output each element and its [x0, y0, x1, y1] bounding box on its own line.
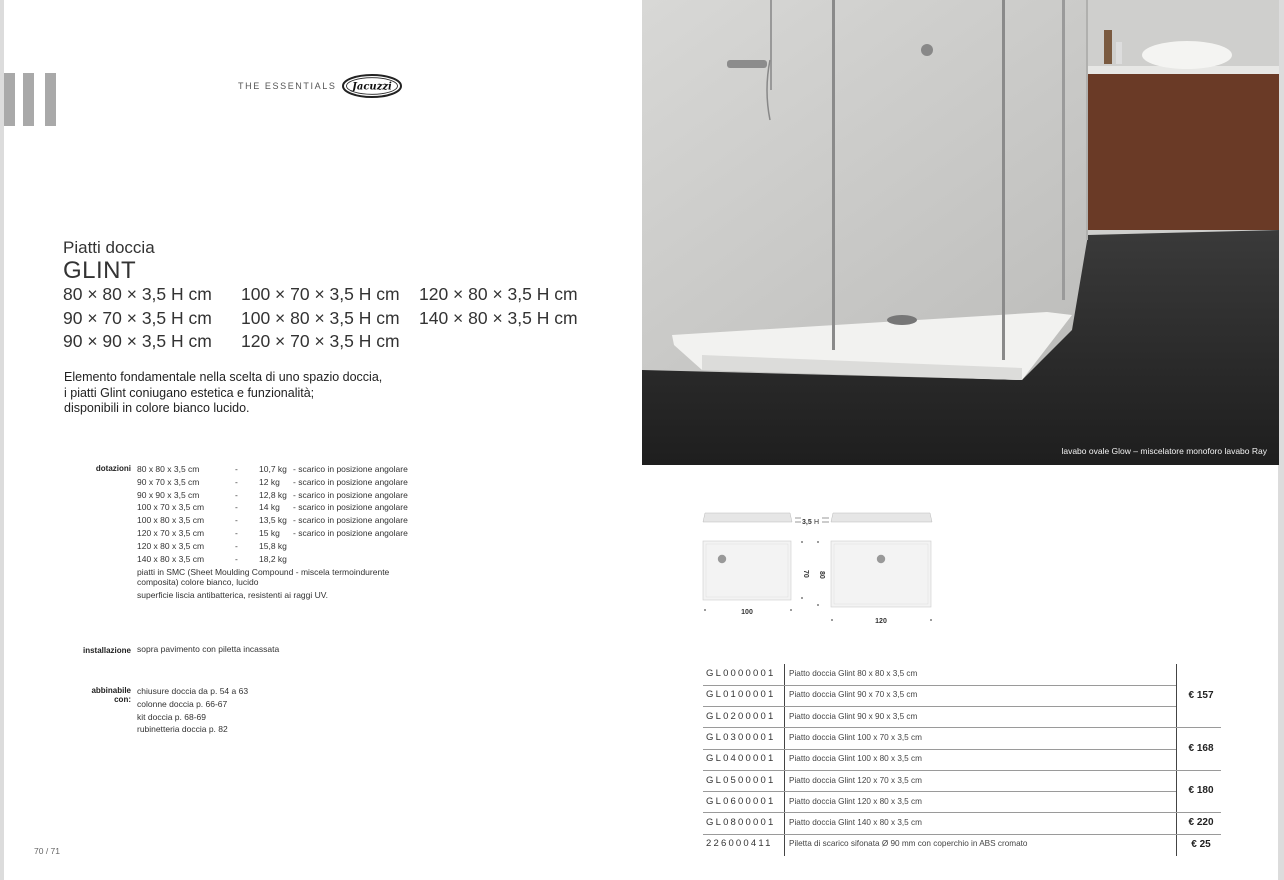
- row-divider: [703, 685, 1176, 686]
- row-divider: [703, 706, 1176, 707]
- table-row: [703, 685, 1176, 706]
- brand-header: [238, 74, 402, 98]
- spec-row: 90 x 90 x 3,5 cm - 12,8 kg - scarico in posizione angolare: [137, 489, 408, 500]
- price-label: € 180: [1188, 785, 1214, 796]
- spec-row: 120 x 80 x 3,5 cm - 15,8 kg: [137, 540, 287, 551]
- table-row: [703, 749, 1176, 770]
- size-item: 90 × 90 × 3,5 H cm: [63, 331, 212, 351]
- page-edge-left: [0, 0, 4, 880]
- product-desc: Piatto doccia Glint 100 x 80 x 3,5 cm: [789, 754, 922, 764]
- product-desc: Piatto doccia Glint 140 x 80 x 3,5 cm: [789, 818, 922, 828]
- table-row: [703, 707, 1176, 728]
- price-table: [703, 664, 1221, 856]
- product-code: GL0500001: [706, 774, 776, 786]
- table-row: [703, 664, 1176, 685]
- row-divider: [703, 749, 1176, 750]
- table-row: [703, 813, 1176, 834]
- product-code: GL0100001: [706, 689, 776, 701]
- row-divider: [703, 770, 1221, 771]
- dotazioni-label: dotazioni: [95, 464, 131, 473]
- size-item: 100 × 70 × 3,5 H cm: [241, 284, 400, 304]
- description-line: Elemento fondamentale nella scelta di uno spazio doccia,: [64, 370, 383, 384]
- product-desc: Piatto doccia Glint 90 x 70 x 3,5 cm: [789, 690, 918, 700]
- product-code: 226000411: [706, 838, 773, 850]
- size-item: 140 × 80 × 3,5 H cm: [419, 307, 578, 328]
- abbinabile-label: abbinabile con:: [91, 686, 131, 704]
- spec-row: 100 x 80 x 3,5 cm - 13,5 kg - scarico in posizione angolare: [137, 515, 408, 526]
- size-item: 90 × 70 × 3,5 H cm: [63, 307, 212, 328]
- price-label: € 220: [1188, 817, 1214, 828]
- description-line: disponibili in colore bianco lucido.: [64, 401, 250, 415]
- row-divider: [703, 834, 1221, 835]
- price-label: € 25: [1191, 839, 1211, 850]
- width-dim-b: 120: [875, 618, 887, 625]
- size-item: 80 × 80 × 3,5 H cm: [63, 284, 212, 304]
- spec-row: 100 x 70 x 3,5 cm - 14 kg - scarico in posizione angolare: [137, 502, 408, 513]
- product-desc: Piatto doccia Glint 120 x 70 x 3,5 cm: [789, 775, 922, 785]
- product-code: GL0800001: [706, 817, 776, 829]
- product-code: GL0400001: [706, 753, 776, 765]
- product-desc: Piletta di scarico sifonata Ø 90 mm con coperchio in ABS cromato: [789, 839, 1028, 849]
- abbinabile-list: [137, 685, 248, 736]
- spec-row: 120 x 70 x 3,5 cm - 15 kg - scarico in posizione angolare: [137, 527, 408, 538]
- row-divider: [703, 791, 1176, 792]
- abbinabile-item: kit doccia p. 68-69: [137, 711, 206, 722]
- row-divider: [703, 727, 1221, 728]
- spec-row: 90 x 70 x 3,5 cm - 12 kg - scarico in posizione angolare: [137, 476, 408, 487]
- table-row: [703, 771, 1176, 792]
- product-code: GL0000001: [706, 668, 776, 679]
- technical-drawing: [700, 508, 940, 628]
- size-list: [63, 284, 599, 355]
- spec-row: 80 x 80 x 3,5 cm - 10,7 kg - scarico in posizione angolare: [137, 464, 408, 474]
- size-item: 120 × 80 × 3,5 H cm: [419, 284, 578, 304]
- description-line: i piatti Glint coniugano estetica e funzionalità;: [64, 385, 315, 400]
- price-label: € 157: [1188, 690, 1214, 701]
- spec-table: [137, 463, 427, 602]
- product-code: GL0300001: [706, 731, 776, 743]
- spec-row: 140 x 80 x 3,5 cm - 18,2 kg: [137, 553, 287, 564]
- table-row: [703, 834, 1176, 855]
- product-code: GL0600001: [706, 795, 776, 807]
- surface-text: superficie liscia antibatterica, resistenti ai raggi UV.: [137, 590, 329, 601]
- page-number: 70 / 71: [34, 846, 60, 856]
- product-desc: Piatto doccia Glint 120 x 80 x 3,5 cm: [789, 796, 922, 806]
- installazione-label: installazione: [82, 646, 131, 655]
- height-dim-label: 3,5: [802, 519, 812, 526]
- product-desc: Piatto doccia Glint 100 x 70 x 3,5 cm: [789, 732, 922, 742]
- logo-text: Jacuzzi: [352, 81, 393, 93]
- abbinabile-item: colonne doccia p. 66-67: [137, 698, 228, 709]
- depth-dim-b: 80: [818, 571, 825, 579]
- price-label: € 168: [1188, 743, 1214, 754]
- depth-dim-a: 70: [802, 570, 809, 578]
- size-item: 120 × 70 × 3,5 H cm: [241, 331, 400, 351]
- row-divider: [703, 812, 1221, 813]
- size-item: 100 × 80 × 3,5 H cm: [241, 307, 400, 328]
- product-title: GLINT: [63, 257, 137, 284]
- product-desc: Piatto doccia Glint 80 x 80 x 3,5 cm: [789, 669, 918, 678]
- abbinabile-item: chiusure doccia da p. 54 a 63: [137, 686, 249, 696]
- table-row: [703, 728, 1176, 749]
- installazione-text: sopra pavimento con piletta incassata: [137, 644, 280, 654]
- table-row: [703, 792, 1176, 813]
- product-category: Piatti doccia: [63, 238, 155, 257]
- product-description: [64, 370, 404, 417]
- width-dim-a: 100: [741, 609, 753, 616]
- product-code: GL0200001: [706, 710, 776, 722]
- column-divider: [1176, 664, 1177, 856]
- abbinabile-item: rubinetteria doccia p. 82: [137, 724, 228, 735]
- photo-caption: lavabo ovale Glow – miscelatore monoforo lavabo Ray: [1061, 446, 1267, 456]
- jacuzzi-logo: [342, 74, 402, 98]
- height-unit-label: H: [814, 519, 820, 526]
- material-text: piatti in SMC (Sheet Moulding Compound - miscela termoindurente composita) colore bianco, lucido: [137, 567, 390, 587]
- product-desc: Piatto doccia Glint 90 x 90 x 3,5 cm: [789, 711, 918, 721]
- brand-tagline: THE ESSENTIALS: [238, 81, 337, 91]
- product-photo: [642, 0, 1279, 465]
